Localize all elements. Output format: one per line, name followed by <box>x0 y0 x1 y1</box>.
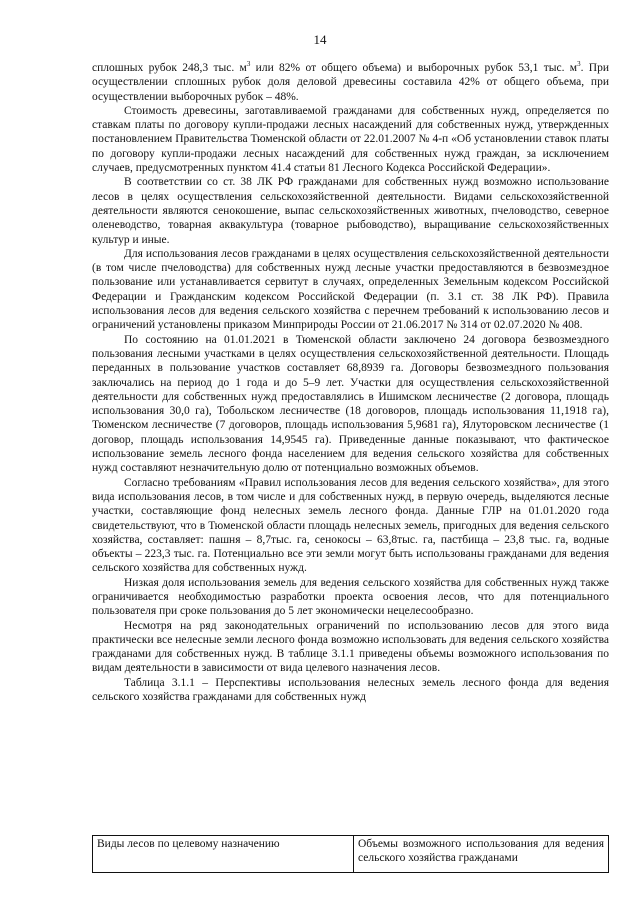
page-number: 14 <box>313 32 327 47</box>
paragraph: В соответствии со ст. 38 ЛК РФ гражданами для собственных нужд возможно использование лесов в целях осуществления сельскохозяйственной деятельности. Видами сельскохозяйственной деятельности являются сенокошение, выпас сельскохозяйственных животных, пчеловодство, северное оленеводство, товарная аквакультура (товарное рыбоводство), выращивание сельскохозяйственных культур и иные. <box>92 176 609 246</box>
table-header-cell: Виды лесов по целевому назначению <box>93 836 354 873</box>
table-header-cell: Объемы возможного использования для ведения сельского хозяйства гражданами <box>354 836 609 873</box>
paragraph: Несмотря на ряд законодательных ограничений по использованию лесов для этого вида практически все нелесные земли лесного фонда возможно использовать для ведения сельского хозяйства гражданами для собственных нужд. В таблице 3.1.1 приведены объемы возможного использования по видам деятельности в зависимости от вида целевого назначения лесов. <box>92 619 609 675</box>
paragraph: Для использования лесов гражданами в целях осуществления сельскохозяйственной деятельности (в том числе пчеловодства) для собственных нужд лесные участки предоставляются в безвозмездное пользование или устанавливается сервитут в случаях, определенных Земельным кодексом Российской Федерации и Гражданским кодексом Российской Федерации (п. 3.1 ст. 38 ЛК РФ). Правила использования лесов для ведения сельского хозяйства с перечнем требований к использованию лесов и ограничений установлены приказом Минприроды России от 21.06.2017 № 314 от 02.07.2020 № 408. <box>92 247 609 332</box>
paragraph: сплошных рубок 248,3 тыс. $м^3$ или 82% от общего объема) и выборочных рубок 53,1 тыс. $м^3$. При осуществлении сплошных рубок доля деловой древесины составила 42% от общего объема, при осуществлении выборочных рубок – 48%. <box>92 60 609 103</box>
paragraph: Согласно требованиям «Правил использования лесов для ведения сельского хозяйства», для этого вида использования лесов, в том числе и для собственных нужд, в первую очередь, выделяются лесные участки, составляющие фонд нелесных земель лесного фонда. Данные ГЛР на 01.01.2020 года свидетельствуют, что в Тюменской области площадь нелесных земель, пригодных для ведения сельского хозяйства, составляет: пашня – 8,7тыс. га, сенокосы – 63,8тыс. га, пастбища – 23,8 тыс. га, водные объекты – 223,3 тыс. га. Потенциально все эти земли могут быть использованы гражданами для ведения сельского хозяйства для собственных нужд. <box>92 476 609 575</box>
paragraph: По состоянию на 01.01.2021 в Тюменской области заключено 24 договора безвозмездного пользования лесными участками в целях осуществления сельскохозяйственной деятельности. Площадь переданных в пользование участков составляет 68,8939 га. Договоры безвозмездного пользования заключались на период до 1 года и до 5–9 лет. Участки для осуществления сельскохозяйственной деятельности для собственных нужд предоставлялись в Ишимском лесничестве (2 договора, площадь использования 30,0 га), Тобольском лесничестве (18 договоров, площадь использования 11,1918 га), Тюменском лесничестве (7 договоров, площадь использования 5,9681 га), Ялуторовском лесничестве (1 договор, площадь использования 14,9545 га). Приведенные данные показывают, что фактическое использование земель лесного фонда населением для ведения сельского хозяйства для собственных нужд составляют незначительную долю от потенциально возможных объемов. <box>92 333 609 475</box>
table-caption: Таблица 3.1.1 – Перспективы использования нелесных земель лесного фонда для ведения сельского хозяйства гражданами для собственных нужд <box>92 676 609 704</box>
body-text <box>92 61 609 704</box>
land-use-table <box>92 835 609 873</box>
table-header-row <box>93 836 609 873</box>
paragraph: Стоимость древесины, заготавливаемой гражданами для собственных нужд, определяется по ставкам платы по договору купли-продажи лесных насаждений для собственных нужд, утвержденных постановлением Правительства Тюменской области от 22.01.2007 № 4-п «Об установлении ставок платы по договору купли-продажи лесных насаждений для собственных нужд граждан, за исключением случаев, предусмотренных пунктом 41.4 статьи 81 Лесного Кодекса Российской Федерации». <box>92 104 609 175</box>
paragraph: Низкая доля использования земель для ведения сельского хозяйства для собственных нужд также ограничивается необходимостью разработки проекта освоения лесов, что для потенциального пользователя при сроке пользования до 5 лет экономически нецелесообразно. <box>92 576 609 618</box>
